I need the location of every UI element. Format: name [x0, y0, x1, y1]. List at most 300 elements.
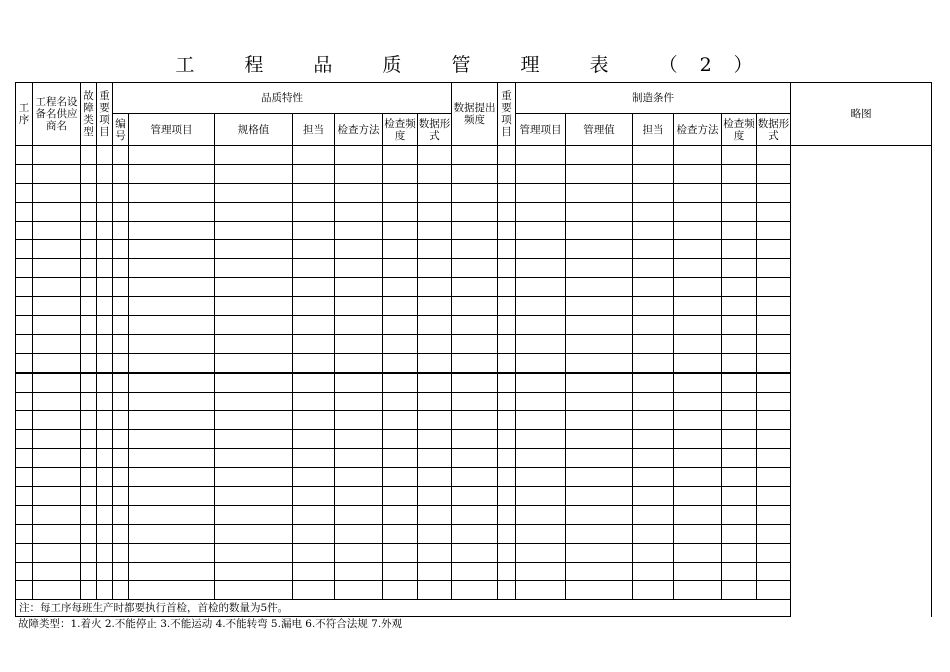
table-cell[interactable] — [566, 449, 633, 468]
table-cell[interactable] — [16, 543, 33, 562]
table-cell[interactable] — [113, 183, 129, 202]
table-cell[interactable] — [129, 487, 215, 506]
table-cell[interactable] — [418, 524, 452, 543]
table-cell[interactable] — [633, 164, 674, 183]
table-cell[interactable] — [516, 202, 566, 221]
table-cell[interactable] — [129, 202, 215, 221]
table-cell[interactable] — [566, 392, 633, 411]
table-cell[interactable] — [81, 278, 97, 297]
table-cell[interactable] — [215, 353, 293, 372]
table-cell[interactable] — [81, 524, 97, 543]
table-cell[interactable] — [81, 505, 97, 524]
table-cell[interactable] — [418, 411, 452, 430]
table-cell[interactable] — [633, 581, 674, 600]
table-cell[interactable] — [293, 202, 335, 221]
table-cell[interactable] — [757, 392, 791, 411]
table-cell[interactable] — [383, 297, 418, 316]
table-cell[interactable] — [498, 164, 516, 183]
table-cell[interactable] — [516, 411, 566, 430]
table-cell[interactable] — [33, 240, 81, 259]
table-cell[interactable] — [293, 316, 335, 335]
table-cell[interactable] — [81, 297, 97, 316]
table-cell[interactable] — [674, 524, 722, 543]
table-cell[interactable] — [498, 221, 516, 240]
table-cell[interactable] — [383, 353, 418, 372]
table-cell[interactable] — [498, 505, 516, 524]
table-cell[interactable] — [215, 411, 293, 430]
table-cell[interactable] — [97, 259, 113, 278]
table-cell[interactable] — [16, 487, 33, 506]
table-cell[interactable] — [113, 297, 129, 316]
table-cell[interactable] — [129, 183, 215, 202]
table-cell[interactable] — [674, 430, 722, 449]
table-cell[interactable] — [674, 183, 722, 202]
table-cell[interactable] — [516, 334, 566, 353]
table-cell[interactable] — [452, 524, 498, 543]
table-cell[interactable] — [33, 411, 81, 430]
table-cell[interactable] — [129, 449, 215, 468]
table-cell[interactable] — [335, 449, 383, 468]
table-cell[interactable] — [516, 505, 566, 524]
table-cell[interactable] — [452, 562, 498, 581]
table-cell[interactable] — [293, 278, 335, 297]
table-cell[interactable] — [418, 487, 452, 506]
table-cell[interactable] — [97, 202, 113, 221]
table-cell[interactable] — [566, 259, 633, 278]
table-cell[interactable] — [674, 543, 722, 562]
table-cell[interactable] — [97, 278, 113, 297]
table-cell[interactable] — [16, 392, 33, 411]
table-cell[interactable] — [452, 316, 498, 335]
table-cell[interactable] — [452, 468, 498, 487]
table-cell[interactable] — [335, 202, 383, 221]
table-cell[interactable] — [633, 411, 674, 430]
table-cell[interactable] — [566, 353, 633, 372]
table-cell[interactable] — [383, 487, 418, 506]
table-cell[interactable] — [81, 146, 97, 165]
table-cell[interactable] — [498, 353, 516, 372]
table-cell[interactable] — [383, 240, 418, 259]
table-cell[interactable] — [129, 505, 215, 524]
table-cell[interactable] — [418, 543, 452, 562]
table-cell[interactable] — [335, 581, 383, 600]
table-cell[interactable] — [129, 164, 215, 183]
table-cell[interactable] — [516, 183, 566, 202]
table-cell[interactable] — [722, 562, 757, 581]
table-cell[interactable] — [81, 183, 97, 202]
table-cell[interactable] — [97, 411, 113, 430]
table-cell[interactable] — [566, 430, 633, 449]
table-cell[interactable] — [566, 524, 633, 543]
table-cell[interactable] — [215, 334, 293, 353]
table-cell[interactable] — [129, 392, 215, 411]
table-cell[interactable] — [516, 164, 566, 183]
table-cell[interactable] — [113, 524, 129, 543]
table-cell[interactable] — [633, 449, 674, 468]
table-cell[interactable] — [293, 524, 335, 543]
table-cell[interactable] — [383, 316, 418, 335]
table-cell[interactable] — [674, 297, 722, 316]
table-cell[interactable] — [97, 373, 113, 392]
table-cell[interactable] — [293, 240, 335, 259]
table-cell[interactable] — [722, 146, 757, 165]
table-cell[interactable] — [452, 297, 498, 316]
table-cell[interactable] — [33, 487, 81, 506]
table-cell[interactable] — [215, 221, 293, 240]
table-cell[interactable] — [498, 543, 516, 562]
table-cell[interactable] — [335, 487, 383, 506]
table-cell[interactable] — [418, 164, 452, 183]
table-cell[interactable] — [452, 183, 498, 202]
table-cell[interactable] — [16, 240, 33, 259]
table-cell[interactable] — [418, 221, 452, 240]
table-cell[interactable] — [335, 430, 383, 449]
table-cell[interactable] — [516, 581, 566, 600]
table-cell[interactable] — [633, 146, 674, 165]
table-cell[interactable] — [215, 581, 293, 600]
table-cell[interactable] — [335, 334, 383, 353]
table-cell[interactable] — [215, 202, 293, 221]
table-cell[interactable] — [335, 562, 383, 581]
table-cell[interactable] — [516, 316, 566, 335]
table-cell[interactable] — [33, 373, 81, 392]
table-cell[interactable] — [33, 334, 81, 353]
table-cell[interactable] — [33, 259, 81, 278]
table-cell[interactable] — [16, 146, 33, 165]
table-cell[interactable] — [33, 392, 81, 411]
table-cell[interactable] — [418, 316, 452, 335]
table-cell[interactable] — [97, 524, 113, 543]
table-cell[interactable] — [452, 334, 498, 353]
table-cell[interactable] — [498, 259, 516, 278]
table-cell[interactable] — [722, 202, 757, 221]
table-cell[interactable] — [498, 240, 516, 259]
table-cell[interactable] — [293, 353, 335, 372]
table-cell[interactable] — [335, 392, 383, 411]
table-cell[interactable] — [97, 221, 113, 240]
table-cell[interactable] — [113, 240, 129, 259]
table-cell[interactable] — [757, 543, 791, 562]
table-cell[interactable] — [335, 468, 383, 487]
table-cell[interactable] — [33, 316, 81, 335]
table-cell[interactable] — [293, 562, 335, 581]
table-cell[interactable] — [293, 487, 335, 506]
table-cell[interactable] — [383, 392, 418, 411]
table-cell[interactable] — [81, 240, 97, 259]
table-cell[interactable] — [722, 278, 757, 297]
table-cell[interactable] — [757, 411, 791, 430]
table-cell[interactable] — [383, 524, 418, 543]
table-cell[interactable] — [757, 449, 791, 468]
table-cell[interactable] — [129, 430, 215, 449]
table-cell[interactable] — [566, 278, 633, 297]
table-cell[interactable] — [81, 334, 97, 353]
table-cell[interactable] — [293, 392, 335, 411]
table-cell[interactable] — [757, 353, 791, 372]
table-cell[interactable] — [757, 487, 791, 506]
table-cell[interactable] — [215, 278, 293, 297]
table-cell[interactable] — [633, 221, 674, 240]
table-cell[interactable] — [498, 202, 516, 221]
table-cell[interactable] — [722, 543, 757, 562]
table-cell[interactable] — [16, 505, 33, 524]
table-cell[interactable] — [16, 334, 33, 353]
table-cell[interactable] — [215, 524, 293, 543]
table-cell[interactable] — [418, 202, 452, 221]
table-cell[interactable] — [757, 221, 791, 240]
table-cell[interactable] — [113, 146, 129, 165]
table-cell[interactable] — [383, 581, 418, 600]
table-cell[interactable] — [113, 562, 129, 581]
table-cell[interactable] — [16, 164, 33, 183]
table-cell[interactable] — [16, 373, 33, 392]
table-cell[interactable] — [722, 373, 757, 392]
table-cell[interactable] — [33, 430, 81, 449]
table-cell[interactable] — [498, 562, 516, 581]
sketch-area[interactable] — [791, 146, 932, 617]
table-cell[interactable] — [498, 334, 516, 353]
table-cell[interactable] — [81, 468, 97, 487]
table-cell[interactable] — [566, 505, 633, 524]
table-cell[interactable] — [757, 468, 791, 487]
table-cell[interactable] — [418, 392, 452, 411]
table-cell[interactable] — [113, 221, 129, 240]
table-cell[interactable] — [633, 353, 674, 372]
table-cell[interactable] — [633, 392, 674, 411]
table-cell[interactable] — [757, 278, 791, 297]
table-cell[interactable] — [293, 430, 335, 449]
table-cell[interactable] — [516, 487, 566, 506]
table-cell[interactable] — [498, 392, 516, 411]
table-cell[interactable] — [16, 278, 33, 297]
table-cell[interactable] — [113, 411, 129, 430]
table-cell[interactable] — [293, 259, 335, 278]
table-cell[interactable] — [215, 468, 293, 487]
table-cell[interactable] — [418, 278, 452, 297]
table-cell[interactable] — [215, 562, 293, 581]
table-cell[interactable] — [97, 297, 113, 316]
table-cell[interactable] — [33, 183, 81, 202]
table-cell[interactable] — [722, 524, 757, 543]
table-cell[interactable] — [383, 278, 418, 297]
table-cell[interactable] — [383, 505, 418, 524]
table-cell[interactable] — [418, 581, 452, 600]
table-cell[interactable] — [516, 392, 566, 411]
table-cell[interactable] — [418, 468, 452, 487]
table-cell[interactable] — [215, 392, 293, 411]
table-cell[interactable] — [498, 183, 516, 202]
table-cell[interactable] — [516, 562, 566, 581]
table-cell[interactable] — [113, 468, 129, 487]
table-cell[interactable] — [81, 164, 97, 183]
table-cell[interactable] — [452, 259, 498, 278]
table-cell[interactable] — [633, 562, 674, 581]
table-cell[interactable] — [16, 411, 33, 430]
table-cell[interactable] — [516, 297, 566, 316]
table-cell[interactable] — [674, 334, 722, 353]
table-cell[interactable] — [215, 297, 293, 316]
table-cell[interactable] — [722, 487, 757, 506]
table-cell[interactable] — [215, 543, 293, 562]
table-cell[interactable] — [452, 240, 498, 259]
table-cell[interactable] — [757, 316, 791, 335]
table-cell[interactable] — [215, 259, 293, 278]
table-cell[interactable] — [383, 146, 418, 165]
table-cell[interactable] — [633, 297, 674, 316]
table-cell[interactable] — [81, 392, 97, 411]
table-cell[interactable] — [113, 373, 129, 392]
table-cell[interactable] — [418, 430, 452, 449]
table-cell[interactable] — [566, 334, 633, 353]
table-cell[interactable] — [722, 297, 757, 316]
table-cell[interactable] — [215, 164, 293, 183]
table-cell[interactable] — [418, 562, 452, 581]
table-cell[interactable] — [498, 373, 516, 392]
table-cell[interactable] — [452, 543, 498, 562]
table-cell[interactable] — [129, 297, 215, 316]
table-cell[interactable] — [81, 411, 97, 430]
table-cell[interactable] — [566, 411, 633, 430]
table-cell[interactable] — [566, 373, 633, 392]
table-cell[interactable] — [33, 221, 81, 240]
table-cell[interactable] — [81, 221, 97, 240]
table-cell[interactable] — [674, 392, 722, 411]
table-cell[interactable] — [129, 240, 215, 259]
table-cell[interactable] — [335, 221, 383, 240]
table-cell[interactable] — [97, 449, 113, 468]
table-cell[interactable] — [16, 297, 33, 316]
table-cell[interactable] — [16, 449, 33, 468]
table-cell[interactable] — [674, 468, 722, 487]
table-cell[interactable] — [383, 373, 418, 392]
table-cell[interactable] — [81, 430, 97, 449]
table-cell[interactable] — [81, 581, 97, 600]
table-cell[interactable] — [129, 373, 215, 392]
table-cell[interactable] — [113, 392, 129, 411]
table-cell[interactable] — [33, 164, 81, 183]
table-cell[interactable] — [418, 449, 452, 468]
table-cell[interactable] — [383, 411, 418, 430]
table-cell[interactable] — [81, 316, 97, 335]
table-cell[interactable] — [633, 278, 674, 297]
table-cell[interactable] — [452, 392, 498, 411]
table-cell[interactable] — [97, 353, 113, 372]
table-cell[interactable] — [335, 524, 383, 543]
table-cell[interactable] — [335, 353, 383, 372]
table-cell[interactable] — [215, 146, 293, 165]
table-cell[interactable] — [674, 581, 722, 600]
table-cell[interactable] — [633, 468, 674, 487]
table-cell[interactable] — [757, 581, 791, 600]
table-cell[interactable] — [516, 543, 566, 562]
table-cell[interactable] — [16, 316, 33, 335]
table-cell[interactable] — [566, 468, 633, 487]
table-cell[interactable] — [113, 487, 129, 506]
table-cell[interactable] — [566, 240, 633, 259]
table-cell[interactable] — [97, 581, 113, 600]
table-cell[interactable] — [674, 278, 722, 297]
table-cell[interactable] — [113, 430, 129, 449]
table-cell[interactable] — [293, 183, 335, 202]
table-cell[interactable] — [452, 373, 498, 392]
table-cell[interactable] — [113, 334, 129, 353]
table-cell[interactable] — [33, 524, 81, 543]
table-cell[interactable] — [757, 373, 791, 392]
table-cell[interactable] — [129, 543, 215, 562]
table-cell[interactable] — [33, 562, 81, 581]
table-cell[interactable] — [566, 221, 633, 240]
table-cell[interactable] — [383, 202, 418, 221]
table-cell[interactable] — [757, 505, 791, 524]
table-cell[interactable] — [452, 221, 498, 240]
table-cell[interactable] — [566, 316, 633, 335]
table-cell[interactable] — [383, 183, 418, 202]
table-cell[interactable] — [293, 164, 335, 183]
table-cell[interactable] — [418, 505, 452, 524]
table-cell[interactable] — [335, 297, 383, 316]
table-cell[interactable] — [81, 259, 97, 278]
table-cell[interactable] — [722, 411, 757, 430]
table-cell[interactable] — [335, 164, 383, 183]
table-cell[interactable] — [97, 505, 113, 524]
table-cell[interactable] — [129, 316, 215, 335]
table-cell[interactable] — [383, 430, 418, 449]
table-cell[interactable] — [215, 183, 293, 202]
table-cell[interactable] — [516, 146, 566, 165]
table-cell[interactable] — [566, 297, 633, 316]
table-cell[interactable] — [516, 259, 566, 278]
table-cell[interactable] — [335, 411, 383, 430]
table-cell[interactable] — [452, 487, 498, 506]
table-cell[interactable] — [566, 581, 633, 600]
table-cell[interactable] — [633, 373, 674, 392]
table-cell[interactable] — [498, 581, 516, 600]
table-cell[interactable] — [81, 562, 97, 581]
table-cell[interactable] — [452, 202, 498, 221]
table-cell[interactable] — [516, 373, 566, 392]
table-cell[interactable] — [498, 468, 516, 487]
table-cell[interactable] — [498, 316, 516, 335]
table-cell[interactable] — [674, 505, 722, 524]
table-cell[interactable] — [633, 316, 674, 335]
table-cell[interactable] — [129, 562, 215, 581]
table-cell[interactable] — [722, 240, 757, 259]
table-cell[interactable] — [16, 468, 33, 487]
table-cell[interactable] — [113, 505, 129, 524]
table-cell[interactable] — [516, 278, 566, 297]
table-cell[interactable] — [97, 562, 113, 581]
table-cell[interactable] — [97, 543, 113, 562]
table-cell[interactable] — [215, 505, 293, 524]
table-cell[interactable] — [757, 562, 791, 581]
table-cell[interactable] — [113, 543, 129, 562]
table-cell[interactable] — [722, 505, 757, 524]
table-cell[interactable] — [16, 581, 33, 600]
table-cell[interactable] — [674, 373, 722, 392]
table-cell[interactable] — [113, 581, 129, 600]
table-cell[interactable] — [33, 353, 81, 372]
table-cell[interactable] — [418, 373, 452, 392]
table-cell[interactable] — [16, 524, 33, 543]
table-cell[interactable] — [383, 543, 418, 562]
table-cell[interactable] — [293, 373, 335, 392]
table-cell[interactable] — [757, 430, 791, 449]
table-cell[interactable] — [674, 562, 722, 581]
table-cell[interactable] — [722, 259, 757, 278]
table-cell[interactable] — [633, 240, 674, 259]
table-cell[interactable] — [383, 334, 418, 353]
table-cell[interactable] — [33, 581, 81, 600]
